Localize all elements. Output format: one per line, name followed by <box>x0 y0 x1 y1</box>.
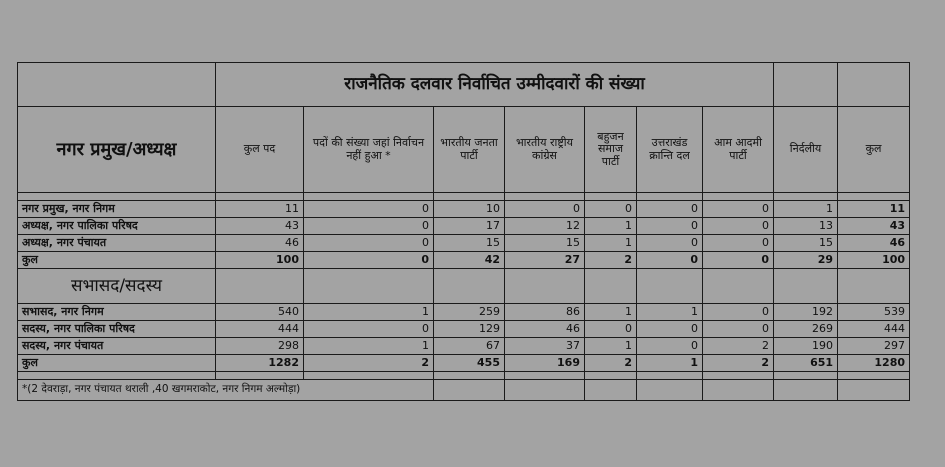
table-row: सदस्य, नगर पालिका परिषद 444 0 129 46 0 0 0 269 444 <box>18 321 910 338</box>
table-title: राजनैतिक दलवार निर्वाचित उम्मीदवारों की संख्या <box>216 63 774 107</box>
election-results-table <box>17 62 910 401</box>
col-header-total: कुल <box>838 107 910 193</box>
table-row: सभासद, नगर निगम 540 1 259 86 1 1 0 192 539 <box>18 304 910 321</box>
col-header-total-posts: कुल पद <box>216 107 304 193</box>
col-header-bsp: बहुजन समाज पार्टी <box>585 107 637 193</box>
col-header-inc: भारतीय राष्ट्रीय कांग्रेस <box>505 107 585 193</box>
total-row: कुल 1282 2 455 169 2 1 2 651 1280 <box>18 355 910 372</box>
col-header-independent: निर्दलीय <box>774 107 838 193</box>
table-row: अध्यक्ष, नगर पालिका परिषद 43 0 17 12 1 0 0 13 43 <box>18 218 910 235</box>
section-title: सभासद/सदस्य <box>18 269 216 304</box>
col-header-aap: आम आदमी पार्टी <box>703 107 774 193</box>
total-row: कुल 100 0 42 27 2 0 0 29 100 <box>18 252 910 269</box>
table-row: सदस्य, नगर पंचायत 298 1 67 37 1 0 2 190 297 <box>18 338 910 355</box>
row-label-header: नगर प्रमुख/अध्यक्ष <box>18 107 216 193</box>
table-row: नगर प्रमुख, नगर निगम 11 0 10 0 0 0 0 1 11 <box>18 201 910 218</box>
table-row: अध्यक्ष, नगर पंचायत 46 0 15 15 1 0 0 15 46 <box>18 235 910 252</box>
col-header-bjp: भारतीय जनता पार्टी <box>434 107 505 193</box>
col-header-ukd: उत्तराखंड क्रान्ति दल <box>637 107 703 193</box>
col-header-unelected: पदों की संख्या जहां निर्वाचन नहीं हुआ * <box>304 107 434 193</box>
footnote: *(2 देवराड़ा, नगर पंचायत थराली ,40 खगमराकोट, नगर निगम अल्मोड़ा) <box>18 380 434 401</box>
